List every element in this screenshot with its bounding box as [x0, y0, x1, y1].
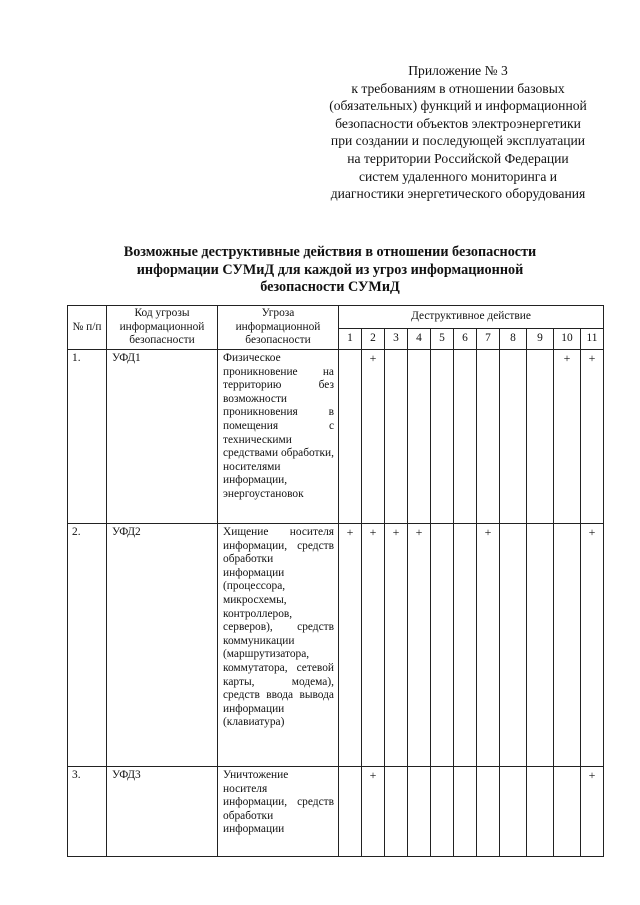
action-mark	[477, 350, 500, 524]
header-action-number: 2	[362, 329, 385, 350]
action-mark: +	[554, 350, 581, 524]
action-mark	[554, 524, 581, 767]
action-mark	[339, 350, 362, 524]
threat-description: Физическое проникновение на территорию без возможности проникновения в помещения с техническими средствами обработки, носителями информации, энергоустановок	[218, 350, 339, 524]
row-number: 3.	[68, 767, 107, 857]
document-title	[100, 244, 560, 297]
header-threat: Угроза информационной безопасности	[218, 306, 339, 350]
threat-rows	[68, 350, 604, 857]
table-row	[68, 767, 604, 857]
header-action-number: 4	[408, 329, 431, 350]
action-mark	[477, 767, 500, 857]
action-mark	[500, 524, 527, 767]
action-mark	[385, 767, 408, 857]
action-mark	[554, 767, 581, 857]
threat-code: УФД2	[107, 524, 218, 767]
threat-code: УФД3	[107, 767, 218, 857]
header-action-number: 11	[581, 329, 604, 350]
threat-description: Уничтожение носителя информации, средств обработки информации	[218, 767, 339, 857]
action-mark	[339, 767, 362, 857]
row-number: 1.	[68, 350, 107, 524]
action-mark: +	[477, 524, 500, 767]
header-action-number: 3	[385, 329, 408, 350]
action-mark	[408, 767, 431, 857]
threat-description: Хищение носителя информации, средств обработки информации (процессора, микросхемы, контроллеров, серверов), средств коммуникации (маршрутизатора, коммутатора, сетевой карты, модема), средств ввода вывода информации (клавиатура)	[218, 524, 339, 767]
row-number: 2.	[68, 524, 107, 767]
action-mark	[500, 767, 527, 857]
action-mark	[454, 350, 477, 524]
annex-line: (обязательных) функций и информационной	[329, 98, 587, 114]
action-mark	[454, 524, 477, 767]
header-num: № п/п	[68, 306, 107, 350]
table-row	[68, 524, 604, 767]
header-action-number: 1	[339, 329, 362, 350]
action-mark	[527, 350, 554, 524]
header-actions: Деструктивное действие	[339, 306, 604, 329]
title-line: информации СУМиД для каждой из угроз информационной	[136, 261, 524, 278]
action-mark	[431, 350, 454, 524]
action-mark: +	[362, 767, 385, 857]
action-mark	[527, 524, 554, 767]
action-mark	[527, 767, 554, 857]
action-mark: +	[385, 524, 408, 767]
action-mark	[431, 524, 454, 767]
title-line: Возможные деструктивные действия в отношении безопасности	[123, 244, 537, 260]
action-mark: +	[581, 767, 604, 857]
action-mark: +	[362, 524, 385, 767]
action-mark	[408, 350, 431, 524]
header-action-number: 6	[454, 329, 477, 350]
action-mark: +	[362, 350, 385, 524]
annex-line: к требованиям в отношении базовых	[351, 80, 565, 96]
annex-line: диагностики энергетического оборудования	[330, 186, 586, 202]
action-mark	[385, 350, 408, 524]
header-code: Код угрозы информационной безопасности	[107, 306, 218, 350]
header-action-number: 5	[431, 329, 454, 350]
annex-header	[300, 62, 616, 203]
header-action-number: 8	[500, 329, 527, 350]
annex-line: на территории Российской Федерации	[347, 150, 569, 166]
action-mark: +	[581, 350, 604, 524]
title-line: безопасности СУМиД	[260, 279, 400, 296]
action-mark	[500, 350, 527, 524]
action-mark	[431, 767, 454, 857]
header-action-number: 7	[477, 329, 500, 350]
header-action-number: 10	[554, 329, 581, 350]
header-action-number: 9	[527, 329, 554, 350]
annex-line: систем удаленного мониторинга и	[358, 168, 558, 184]
table-row	[68, 350, 604, 524]
action-mark	[454, 767, 477, 857]
action-mark: +	[408, 524, 431, 767]
annex-line: при создании и последующей эксплуатации	[330, 133, 586, 149]
threats-table	[67, 305, 604, 857]
action-mark: +	[339, 524, 362, 767]
action-mark: +	[581, 524, 604, 767]
annex-line: Приложение № 3	[408, 63, 508, 78]
threat-code: УФД1	[107, 350, 218, 524]
annex-line: безопасности объектов электроэнергетики	[335, 115, 581, 131]
